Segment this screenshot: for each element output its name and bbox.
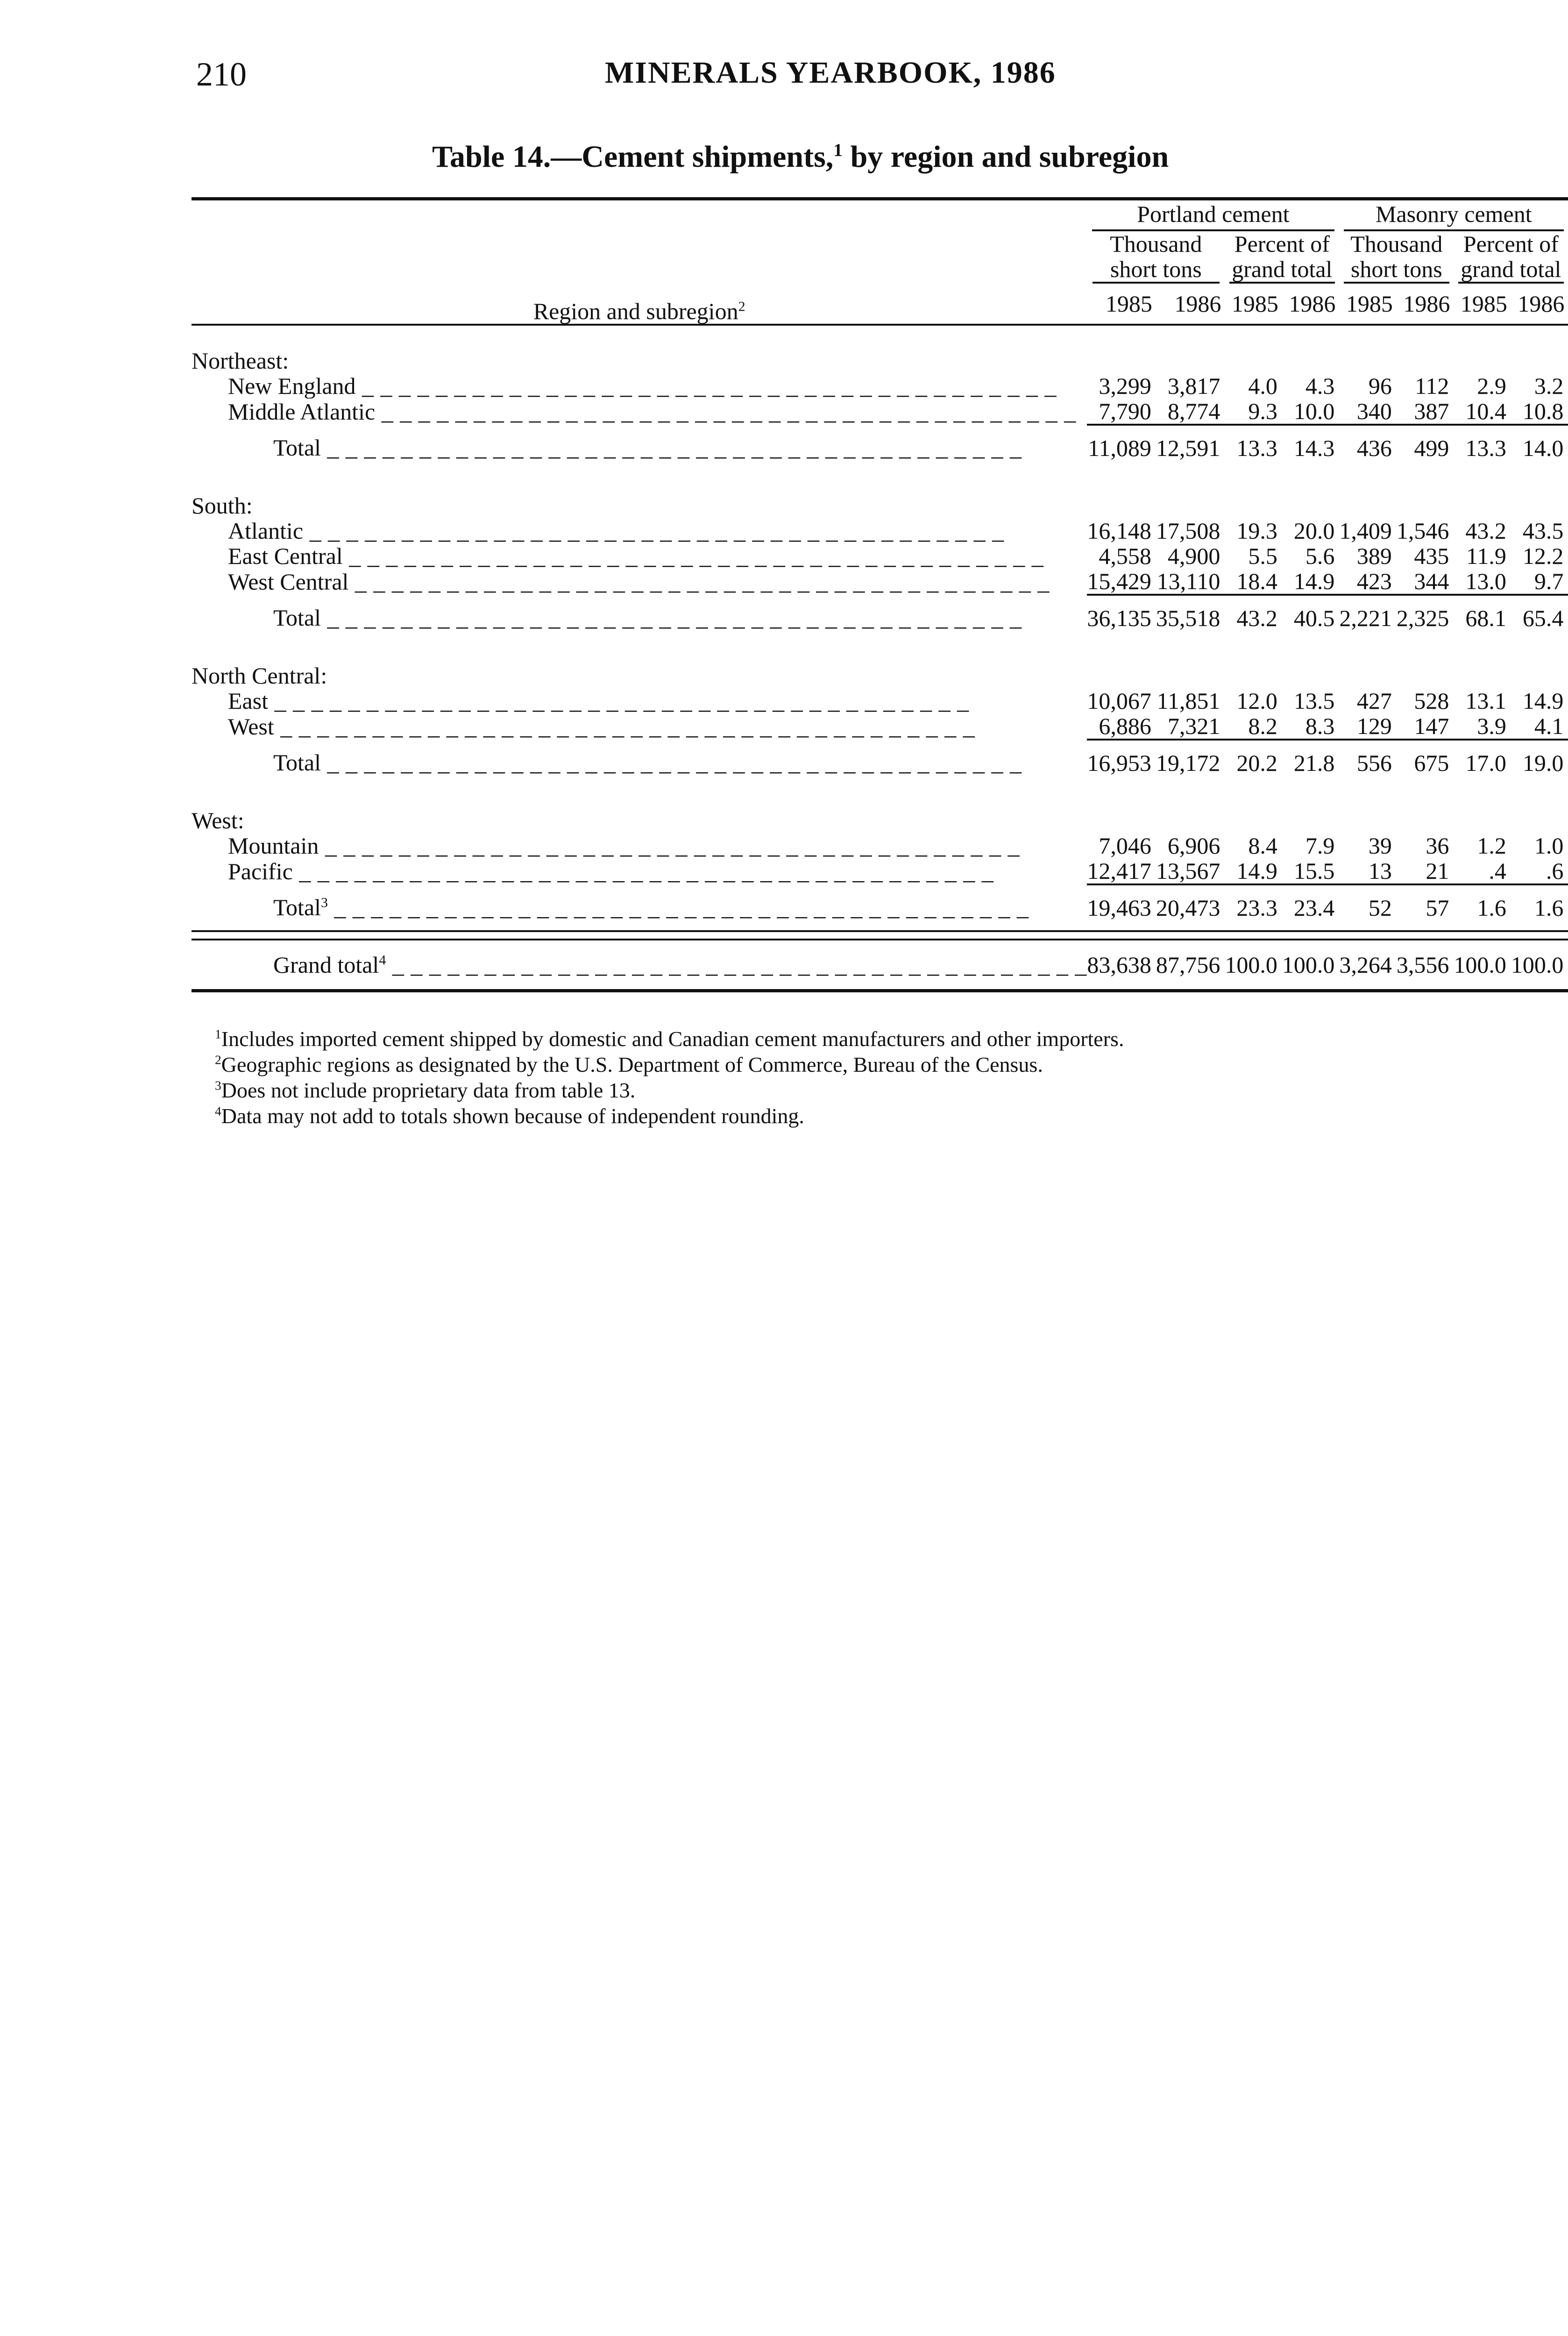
cement-shipments-table — [192, 197, 1568, 992]
portland-thousand-short-tons-header: Thousand short tons — [1087, 231, 1225, 284]
grand-total-cell: 83,638 — [1087, 940, 1156, 991]
table-cell: 15.5 — [1293, 858, 1335, 884]
table-cell: 6,886 — [1099, 713, 1151, 739]
subregion-label: Mountain _ _ _ — [192, 833, 1087, 858]
table-row — [192, 688, 1568, 713]
table-cell: 340 — [1356, 398, 1392, 424]
year-header: 1985 — [1087, 284, 1156, 325]
table-cell: 96 — [1368, 373, 1392, 399]
year-header: 1985 — [1225, 284, 1282, 325]
table-cell: 387 — [1414, 398, 1449, 424]
table-cell: 10.0 — [1293, 398, 1335, 424]
table-row — [192, 399, 1568, 425]
table-row — [192, 569, 1568, 595]
table-cell: 8.4 — [1248, 833, 1277, 859]
table-cell: 13.5 — [1293, 688, 1335, 714]
total-label: Total _ _ _ — [192, 425, 1087, 470]
table-cell: 12,417 — [1087, 858, 1151, 884]
total-cell: 65.4 — [1511, 595, 1568, 641]
table-cell: 13.1 — [1465, 688, 1506, 714]
table-cell: .6 — [1546, 858, 1564, 884]
total-cell: 13.3 — [1454, 425, 1511, 470]
total-cell: 1.6 — [1454, 884, 1511, 931]
table-cell: 4.1 — [1534, 713, 1564, 739]
table-cell: 12.0 — [1236, 688, 1277, 714]
table-cell: 423 — [1356, 568, 1392, 594]
total-cell: 57 — [1397, 884, 1454, 931]
table-cell: 2.9 — [1477, 373, 1506, 399]
grand-total-cell: 87,756 — [1156, 940, 1225, 991]
total-cell: 21.8 — [1282, 740, 1340, 785]
grand-total-cell: 100.0 — [1511, 940, 1568, 991]
table-cell: 1,546 — [1396, 518, 1449, 544]
total-cell: 16,953 — [1087, 740, 1156, 785]
table-cell: 3,817 — [1167, 373, 1220, 399]
table-cell: 1.0 — [1534, 833, 1564, 859]
table-cell: 43.5 — [1522, 518, 1564, 544]
total-cell: 23.3 — [1225, 884, 1282, 931]
table-cell: 36 — [1426, 833, 1449, 859]
total-cell: 14.0 — [1511, 425, 1568, 470]
table-cell: 13,110 — [1156, 568, 1220, 594]
table-cell: 4,558 — [1099, 543, 1151, 569]
year-header: 1986 — [1156, 284, 1225, 325]
table-cell: 13 — [1368, 858, 1392, 884]
year-header: 1986 — [1397, 284, 1454, 325]
region-heading-row — [192, 470, 1568, 518]
table-cell: 8.3 — [1305, 713, 1335, 739]
region-name: West: — [192, 807, 244, 833]
table-cell: 13,567 — [1156, 858, 1220, 884]
total-cell: 2,325 — [1397, 595, 1454, 641]
portland-cement-header: Portland cement — [1087, 199, 1339, 232]
year-header: 1985 — [1454, 284, 1511, 325]
total-cell: 499 — [1397, 425, 1454, 470]
table-cell: 129 — [1356, 713, 1392, 739]
total-cell: 12,591 — [1156, 425, 1225, 470]
grand-total-row — [192, 940, 1568, 991]
total-cell: 436 — [1339, 425, 1397, 470]
table-cell: 20.0 — [1293, 518, 1335, 544]
table-cell: 5.6 — [1305, 543, 1335, 569]
total-row — [192, 425, 1568, 470]
total-cell: 19,172 — [1156, 740, 1225, 785]
table-cell: 7.9 — [1305, 833, 1335, 859]
masonry-thousand-short-tons-header: Thousand short tons — [1339, 231, 1454, 284]
total-label: Total$^3$ _ _ _ — [192, 884, 1087, 931]
table-row — [192, 518, 1568, 543]
total-cell: 20.2 — [1225, 740, 1282, 785]
subregion-label: Atlantic _ _ _ — [192, 518, 1087, 543]
table-cell: 6,906 — [1167, 833, 1220, 859]
region-name: South: — [192, 492, 253, 518]
year-header: 1985 — [1339, 284, 1397, 325]
table-cell: 4,900 — [1167, 543, 1220, 569]
total-cell: 19,463 — [1087, 884, 1156, 931]
table-cell: 21 — [1426, 858, 1449, 884]
total-cell: 40.5 — [1282, 595, 1340, 641]
total-row — [192, 884, 1568, 931]
table-cell: 13.0 — [1465, 568, 1506, 594]
grand-total-cell: 100.0 — [1454, 940, 1511, 991]
region-heading-row — [192, 325, 1568, 373]
grand-total-cell: 3,556 — [1397, 940, 1454, 991]
table-cell: 11,851 — [1156, 688, 1220, 714]
table-row — [192, 833, 1568, 858]
table-cell: 14.9 — [1236, 858, 1277, 884]
table-cell: 5.5 — [1248, 543, 1277, 569]
table-cell: 4.3 — [1305, 373, 1335, 399]
running-title: MINERALS YEARBOOK, 1986 — [605, 56, 1056, 90]
total-cell: 1.6 — [1511, 884, 1568, 931]
table-cell: 18.4 — [1236, 568, 1277, 594]
table-cell: 7,321 — [1167, 713, 1220, 739]
table-cell: 12.2 — [1522, 543, 1564, 569]
year-header: 1986 — [1511, 284, 1568, 325]
table-cell: 1,409 — [1339, 518, 1392, 544]
region-name: Northeast: — [192, 348, 289, 373]
total-cell: 17.0 — [1454, 740, 1511, 785]
subregion-label: West Central _ _ _ — [192, 569, 1087, 595]
total-cell: 13.3 — [1225, 425, 1282, 470]
total-label: Total _ _ _ — [192, 595, 1087, 641]
table-row — [192, 543, 1568, 569]
table-cell: 11.9 — [1466, 543, 1506, 569]
table-cell: .4 — [1489, 858, 1506, 884]
table-cell: 17,508 — [1156, 518, 1220, 544]
total-cell: 52 — [1339, 884, 1397, 931]
table-cell: 528 — [1414, 688, 1449, 714]
stub-header: Region and subregion$^2$ — [192, 199, 1087, 325]
table-title-text: Table 14.—Cement shipments, — [432, 140, 834, 174]
total-row — [192, 740, 1568, 785]
table-cell: 14.9 — [1293, 568, 1335, 594]
rule-row — [192, 931, 1568, 940]
table-cell: 1.2 — [1477, 833, 1506, 859]
table-cell: 9.7 — [1534, 568, 1564, 594]
subregion-label: Pacific _ _ _ — [192, 858, 1087, 884]
masonry-cement-header: Masonry cement — [1339, 199, 1568, 232]
total-row — [192, 595, 1568, 641]
table-cell: 9.3 — [1248, 398, 1277, 424]
region-name: North Central: — [192, 662, 327, 688]
table-title — [432, 139, 1169, 175]
total-cell: 19.0 — [1511, 740, 1568, 785]
table-cell: 344 — [1414, 568, 1449, 594]
table-body — [192, 325, 1568, 991]
total-cell: 14.3 — [1282, 425, 1340, 470]
table-title-tail: by region and subregion — [843, 140, 1169, 174]
subregion-label: Middle Atlantic _ _ _ — [192, 399, 1087, 425]
table-row — [192, 713, 1568, 740]
grand-total-label: Grand total$^4$ _ _ _ — [192, 940, 1087, 991]
total-cell: 43.2 — [1225, 595, 1282, 641]
subregion-label: West _ _ _ — [192, 713, 1087, 740]
total-cell: 20,473 — [1156, 884, 1225, 931]
portland-percent-header: Percent of grand total — [1225, 231, 1339, 284]
table-cell: 3.2 — [1534, 373, 1564, 399]
table-cell: 435 — [1414, 543, 1449, 569]
table-cell: 112 — [1415, 373, 1449, 399]
table-cell: 19.3 — [1236, 518, 1277, 544]
page-number: 210 — [196, 56, 247, 93]
table-cell: 8.2 — [1248, 713, 1277, 739]
table-cell: 39 — [1368, 833, 1392, 859]
region-heading-row — [192, 641, 1568, 688]
total-cell: 675 — [1397, 740, 1454, 785]
table-cell: 10.8 — [1522, 398, 1564, 424]
table-cell: 4.0 — [1248, 373, 1277, 399]
footnote: $^2$Geographic regions as designated by the U.S. Department of Commerce, Bureau of the Census. — [215, 1052, 1043, 1076]
footnote: $^3$Does not include proprietary data from table 13. — [215, 1078, 636, 1102]
table-cell: 7,046 — [1099, 833, 1151, 859]
table-cell: 8,774 — [1167, 398, 1220, 424]
table-row — [192, 858, 1568, 884]
total-cell: 556 — [1339, 740, 1397, 785]
total-cell: 35,518 — [1156, 595, 1225, 641]
table-cell: 389 — [1356, 543, 1392, 569]
total-cell: 11,089 — [1087, 425, 1156, 470]
subregion-label: East Central _ _ _ — [192, 543, 1087, 569]
table-row — [192, 373, 1568, 399]
table-cell: 147 — [1414, 713, 1449, 739]
total-label: Total _ _ _ — [192, 740, 1087, 785]
table-cell: 16,148 — [1087, 518, 1151, 544]
total-cell: 36,135 — [1087, 595, 1156, 641]
region-heading-row — [192, 785, 1568, 833]
table-cell: 3,299 — [1099, 373, 1151, 399]
table-cell: 7,790 — [1099, 398, 1151, 424]
subregion-label: East _ _ _ — [192, 688, 1087, 713]
footnote: $^4$Data may not add to totals shown because of independent rounding. — [215, 1104, 804, 1128]
table-cell: 10.4 — [1465, 398, 1506, 424]
year-header: 1986 — [1282, 284, 1340, 325]
masonry-percent-header: Percent of grand total — [1454, 231, 1568, 284]
table-title-footnote-mark: 1 — [833, 140, 843, 160]
grand-total-cell: 100.0 — [1282, 940, 1340, 991]
grand-total-cell: 3,264 — [1339, 940, 1397, 991]
table-cell: 427 — [1356, 688, 1392, 714]
table-cell: 10,067 — [1087, 688, 1151, 714]
footnote: $^1$Includes imported cement shipped by domestic and Canadian cement manufacturers and other importers. — [215, 1026, 1124, 1051]
table-cell: 43.2 — [1465, 518, 1506, 544]
table-cell: 3.9 — [1477, 713, 1506, 739]
total-cell: 68.1 — [1454, 595, 1511, 641]
footnotes — [215, 1026, 1476, 1129]
grand-total-cell: 100.0 — [1225, 940, 1282, 991]
subregion-label: New England _ _ _ — [192, 373, 1087, 399]
table-cell: 14.9 — [1522, 688, 1564, 714]
table-cell: 15,429 — [1087, 568, 1151, 594]
total-cell: 2,221 — [1339, 595, 1397, 641]
total-cell: 23.4 — [1282, 884, 1340, 931]
